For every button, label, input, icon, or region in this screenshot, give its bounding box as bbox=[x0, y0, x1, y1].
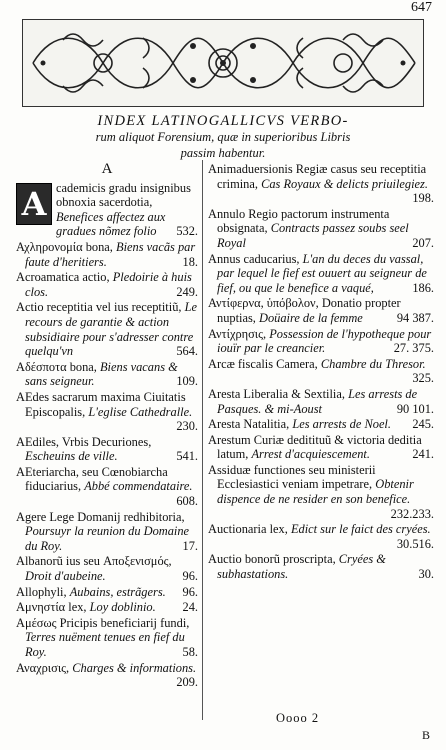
entry-french-gloss: Pledoirie à huis clos. bbox=[25, 270, 192, 299]
index-entry bbox=[208, 433, 434, 462]
dropcap-initial: A bbox=[16, 183, 52, 225]
index-entry bbox=[16, 465, 198, 509]
entry-folio-reference: 198. bbox=[412, 191, 434, 206]
entry-latin-term: Aresta Natalitia, bbox=[208, 417, 290, 432]
entry-folio-reference: 207. bbox=[412, 235, 434, 250]
index-title bbox=[18, 113, 428, 161]
index-entry bbox=[208, 327, 434, 356]
entry-latin-term: Αντίφερνα, ὑπόβολον, Donatio propter nuptias, bbox=[208, 296, 401, 325]
entry-french-gloss: Abbé commendataire. bbox=[84, 479, 193, 494]
index-entry bbox=[16, 585, 198, 600]
entry-latin-term: Αμέσως Pricipis beneficiarij fundi, bbox=[16, 615, 190, 630]
entry-folio-reference: 541. bbox=[176, 449, 198, 464]
right-entries bbox=[208, 162, 434, 582]
index-entry bbox=[208, 296, 434, 325]
entry-latin-term: Allophyli, bbox=[16, 584, 67, 599]
entry-french-gloss: L'an du deces du vassal, par lequel le fief est ouuert au seigneur de fief, ou que le benefice a vaqué, bbox=[217, 251, 427, 295]
entry-french-gloss: Doüaire de la femme bbox=[259, 310, 363, 325]
entry-latin-term: cademicis gradu insignibus obnoxia sacerdotia, bbox=[56, 180, 191, 210]
left-entries bbox=[16, 181, 198, 690]
entry-latin-term: Arcæ fiscalis Camera, bbox=[208, 356, 318, 371]
entry-latin-term: Αδέσποτα bona, bbox=[16, 359, 97, 374]
entry-latin-term: Actio receptitia vel ius receptitiũ, bbox=[16, 300, 182, 315]
entry-latin-term: Aresta Liberalia & Sextilia, bbox=[208, 386, 345, 401]
index-entry bbox=[208, 552, 434, 581]
entry-latin-term: Auctionaria lex, bbox=[208, 522, 288, 537]
entry-french-gloss: Les arrests de Noel. bbox=[292, 417, 391, 432]
index-entry bbox=[208, 357, 434, 386]
entry-folio-reference: 245. bbox=[412, 417, 434, 432]
entry-folio-reference: 209. bbox=[176, 675, 198, 690]
entry-french-gloss: Escheuins de ville. bbox=[25, 449, 118, 464]
entry-folio-reference: 532. bbox=[176, 224, 198, 239]
index-entry bbox=[16, 510, 198, 554]
entry-french-gloss: Charges & informations. bbox=[72, 660, 197, 675]
entry-folio-reference: 232.233. bbox=[390, 506, 434, 521]
entry-french-gloss: Loy doblinio. bbox=[89, 600, 156, 615]
entry-folio-reference: 17. bbox=[182, 538, 198, 553]
entry-folio-reference: 109. bbox=[176, 374, 198, 389]
index-entry bbox=[16, 240, 198, 269]
entry-folio-reference: 18. bbox=[182, 254, 198, 269]
entry-french-gloss: Les arrests de Pasques. & mi-Aoust bbox=[217, 386, 418, 416]
index-entry bbox=[208, 252, 434, 296]
entry-latin-term: Assiduæ functiones seu ministerii Ecclesiastici veniam impetrare, bbox=[208, 462, 376, 492]
section-letter: A bbox=[101, 161, 113, 177]
entry-french-gloss: Arrest d'acquiescement. bbox=[251, 447, 370, 462]
entry-folio-reference: 241. bbox=[412, 447, 434, 462]
entry-french-gloss: L'eglise Cathedralle. bbox=[88, 404, 193, 419]
index-entry bbox=[16, 300, 198, 358]
entry-latin-term: Auctio bonorũ proscripta, bbox=[208, 552, 336, 567]
entry-folio-reference: 94 387. bbox=[396, 310, 434, 325]
entry-latin-term: Annus caducarius, bbox=[208, 251, 300, 266]
entry-french-gloss: Aubains, estrãgers. bbox=[69, 584, 166, 599]
entry-french-gloss: Biens vacans & sans seigneur. bbox=[25, 359, 178, 389]
entry-folio-reference: 30. bbox=[418, 567, 434, 582]
entry-folio-reference: 230. bbox=[176, 419, 198, 434]
index-entry bbox=[208, 387, 434, 416]
corner-mark: B bbox=[421, 728, 430, 742]
right-column bbox=[208, 162, 434, 583]
entry-folio-reference: 608. bbox=[176, 494, 198, 509]
index-entry bbox=[16, 270, 198, 299]
index-entry bbox=[16, 435, 198, 464]
index-entry bbox=[208, 207, 434, 251]
footer-signature: Oooo 2 bbox=[276, 711, 320, 725]
entry-folio-reference: 249. bbox=[176, 284, 198, 299]
entry-french-gloss: Contracts passez soubs seel Royal bbox=[217, 221, 409, 250]
index-entry bbox=[16, 181, 198, 239]
entry-latin-term: AEteriarcha, seu Cœnobiarcha fiduciarius, bbox=[16, 464, 168, 494]
index-entry bbox=[16, 616, 198, 660]
index-entry bbox=[16, 661, 198, 690]
title-line-3: passim habentur. bbox=[180, 146, 266, 160]
entry-latin-term: Animaduersionis Regiæ casus seu receptitia crimina, bbox=[208, 162, 427, 191]
index-entry bbox=[16, 600, 198, 615]
entry-french-gloss: Poursuyr la reunion du Domaine du Roy. bbox=[25, 524, 190, 553]
entry-latin-term: AEdiles, Vrbis Decuriones, bbox=[16, 434, 152, 449]
entry-latin-term: Arestum Curiæ deditituũ & victoria deditia latum, bbox=[208, 432, 422, 462]
entry-latin-term: Albanorũ ius seu Αποξενισμός, bbox=[16, 554, 172, 569]
index-entry bbox=[16, 554, 198, 583]
entry-folio-reference: 24. bbox=[182, 600, 198, 615]
entry-folio-reference: 96. bbox=[182, 584, 198, 599]
entry-latin-term: Agere Lege Domanij redhibitoria, bbox=[16, 509, 185, 524]
entry-latin-term: Annulo Regio pactorum instrumenta obsignata, bbox=[208, 206, 390, 236]
entry-french-gloss: Terres nuëment tenues en fief du Roy. bbox=[25, 630, 185, 659]
page-number: 647 bbox=[411, 0, 432, 15]
ornamental-headpiece bbox=[22, 19, 424, 107]
entry-folio-reference: 30.516. bbox=[396, 536, 434, 551]
entry-latin-term: Αντίχρησις, bbox=[208, 326, 267, 341]
index-entry bbox=[208, 162, 434, 206]
entry-latin-term: AEdes sacrarum maxima Ciuitatis Episcopalis, bbox=[16, 389, 186, 419]
entry-folio-reference: 58. bbox=[182, 645, 198, 659]
entry-french-gloss: Obtenir dispence de ne resider en son benefice. bbox=[217, 477, 414, 507]
column-divider bbox=[202, 160, 203, 720]
entry-french-gloss: Le recours de garantie & action subsidiaire pour s'adresser contre quelqu'vn bbox=[25, 300, 198, 359]
entry-french-gloss: Possession de l'hypotheque pour iouïr par le creancier. bbox=[217, 326, 432, 356]
index-entry bbox=[16, 390, 198, 434]
title-line-1: INDEX LATINOGALLICVS VERBO- bbox=[97, 113, 349, 129]
entry-folio-reference: 186. bbox=[412, 280, 434, 295]
entry-latin-term: Acroamatica actio, bbox=[16, 270, 110, 285]
entry-french-gloss: Biens vacãs par faute d'heritiers. bbox=[25, 239, 196, 269]
index-entry bbox=[16, 360, 198, 389]
index-entry bbox=[208, 417, 434, 432]
entry-french-gloss: Benefices affectez aux gradues nõmez folio bbox=[56, 209, 166, 239]
entry-folio-reference: 27. 375. bbox=[393, 341, 434, 356]
entry-latin-term: Αχληρονομία bona, bbox=[16, 239, 113, 254]
entry-latin-term: Αμνηστία lex, bbox=[16, 600, 87, 615]
index-entry bbox=[208, 522, 434, 551]
entry-french-gloss: Droit d'aubeine. bbox=[25, 569, 106, 584]
entry-folio-reference: 325. bbox=[412, 371, 434, 386]
title-line-2: rum aliquot Forensium, quæ in superioribus Libris bbox=[95, 130, 351, 144]
entry-french-gloss: Chambre du Thresor. bbox=[320, 356, 426, 371]
left-column bbox=[16, 162, 198, 691]
entry-folio-reference: 96. bbox=[182, 569, 198, 584]
entry-latin-term: Αναχρισις, bbox=[16, 660, 70, 675]
entry-folio-reference: 90 101. bbox=[396, 401, 434, 416]
entry-french-gloss: Cas Royaux & delicts priuilegiez. bbox=[261, 176, 428, 191]
index-entry bbox=[208, 463, 434, 521]
ornament-graphic bbox=[23, 20, 423, 106]
entry-french-gloss: Cryées & subhastations. bbox=[217, 552, 386, 582]
entry-french-gloss: Edict sur le faict des cryées. bbox=[290, 522, 431, 537]
entry-folio-reference: 564. bbox=[176, 344, 198, 359]
